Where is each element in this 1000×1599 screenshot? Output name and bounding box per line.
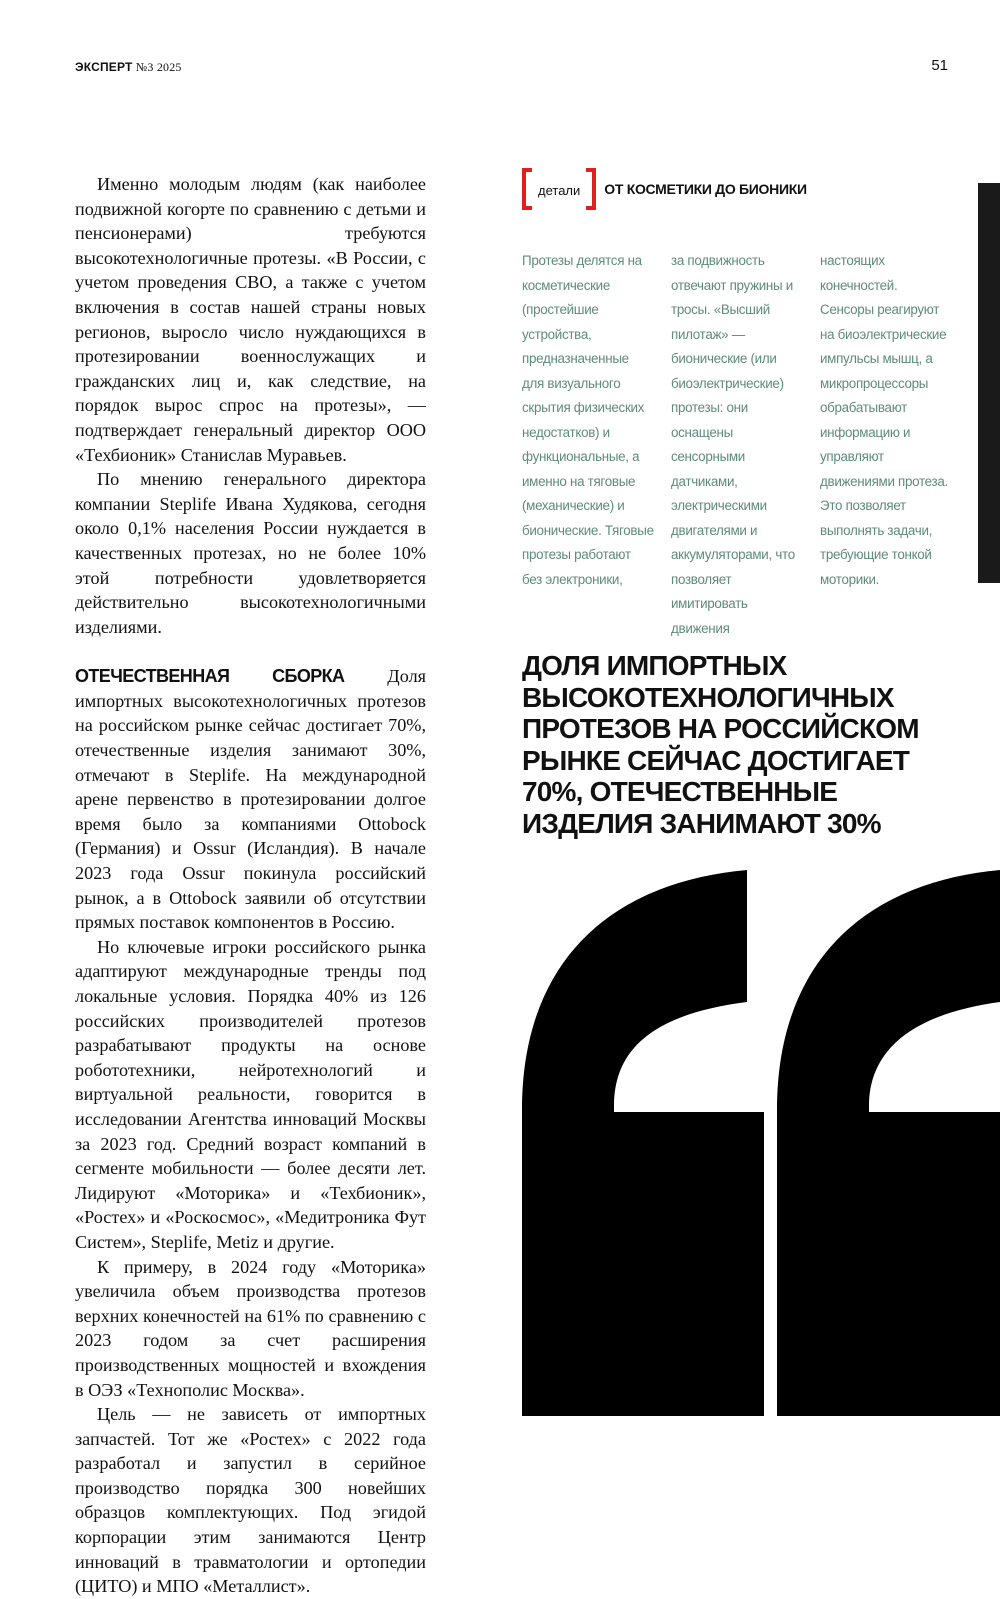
page-number: 51 bbox=[931, 57, 948, 74]
quote-mark-icon bbox=[522, 870, 1000, 1416]
magazine-brand: ЭКСПЕРТ bbox=[75, 60, 133, 74]
article-body bbox=[75, 172, 426, 1599]
issue-number: №3 2025 bbox=[135, 60, 182, 74]
pull-quote: ДОЛЯ ИМПОРТНЫХ ВЫСОКОТЕХНОЛОГИЧНЫХ ПРОТЕЗОВ НА РОССИЙСКОМ РЫНКЕ СЕЙЧАС ДОСТИГАЕТ 70%, ОТЕЧЕСТВЕННЫЕ ИЗДЕЛИЯ ЗАНИМАЮТ 30% bbox=[522, 650, 919, 839]
right-bracket-icon bbox=[586, 168, 596, 210]
details-title: ОТ КОСМЕТИКИ ДО БИОНИКИ bbox=[604, 181, 807, 197]
details-column-1: Протезы делятся на косметические (простейшие устройства, предназначенные для визуального скрытия физических недостатков) и функциональные, а именно на тяговые (механические) и бионические. Тяговые протезы работают без электроники, bbox=[522, 253, 654, 587]
section-title: ОТЕЧЕСТВЕННАЯ СБОРКА bbox=[75, 666, 345, 687]
section-lead-text: Доля импортных высокотехнологичных протезов на российском рынке сейчас достигает 70%, отечественные изделия занимают 30%, отмечают в Steplife. На международной арене первенство в протезировании долгое время было за компаниями Ottobock (Германия) и Ossur (Исландия). В начале 2023 года Ossur покинула российский рынок, а в Ottobock заявили об отсутствии прямых поставок компонентов в Россию. bbox=[75, 666, 427, 933]
quote-mark-left bbox=[522, 870, 764, 1416]
quote-mark-right bbox=[777, 870, 1000, 1416]
article-paragraph-3: Но ключевые игроки российского рынка адаптируют международные тренды под локальные условия. Порядка 40% из 126 российских производителей протезов разрабатывают продукты на основе робототехники, нейротехнологий и виртуальной реальности, говорится в исследовании Агентства инноваций Москвы за 2023 год. Средний возраст компаний в сегменте мобильности — более десяти лет. Лидируют «Моторика» и «Техбионик», «Ростех» и «Роскосмос», «Медитроника Фут Систем», Steplife, Metiz и другие. bbox=[75, 936, 426, 1252]
article-paragraph-5: Цель — не зависеть от импортных запчастей. Тот же «Ростех» с 2022 года разработал и запустил в серийное производство порядка 300 новейших образцов комплектующих. Под эгидой корпорации этим занимаются Центр инноваций в травматологии и ортопедии (ЦИТО) и МПО «Металлист». bbox=[75, 1404, 426, 1597]
details-column-2: за подвижность отвечают пружины и тросы. «Высший пилотаж» — бионические (или биоэлектрические) протезы: они оснащены сенсорными датчиками, электрическими двигателями и аккумуляторами, что позволяет имитировать движения bbox=[671, 253, 795, 636]
details-text bbox=[522, 249, 952, 641]
details-column-3: настоящих конечностей. Сенсоры реагируют на биоэлектрические импульсы мышц, а микропроцессоры обрабатывают информацию и управляют движениями протеза. Это позволяет выполнять задачи, требующие тонкой моторики. bbox=[820, 253, 948, 587]
running-header bbox=[75, 60, 182, 75]
details-label: детали bbox=[538, 183, 581, 198]
article-paragraph-2: По мнению генерального директора компании Steplife Ивана Худякова, сегодня около 0,1% населения России нуждается в качественных протезах, но не более 10% этой потребности удовлетворяется действительно высокотехнологичными изделиями. bbox=[75, 469, 426, 637]
section-side-tab bbox=[978, 183, 1000, 583]
section-paragraph bbox=[75, 664, 426, 935]
details-header bbox=[522, 166, 807, 212]
left-bracket-icon bbox=[522, 168, 532, 210]
article-paragraph-1: Именно молодым людям (как наиболее подвижной когорте по сравнению с детьми и пенсионерами) требуются высокотехнологичные протезы. «В России, с учетом проведения СВО, а также с учетом включения в состав нашей страны новых регионов, выросло число нуждающихся в протезировании военнослужащих и гражданских лиц и, как следствие, на порядок вырос спрос на протезы», — подтверждает генеральный директор ООО «Техбионик» Станислав Муравьев. bbox=[75, 174, 426, 465]
article-paragraph-4: К примеру, в 2024 году «Моторика» увеличила объем производства протезов верхних конечностей на 61% по сравнению с 2023 годом за счет расширения производственных мощностей и вхождения в ОЭЗ «Технополис Москва». bbox=[75, 1256, 426, 1400]
